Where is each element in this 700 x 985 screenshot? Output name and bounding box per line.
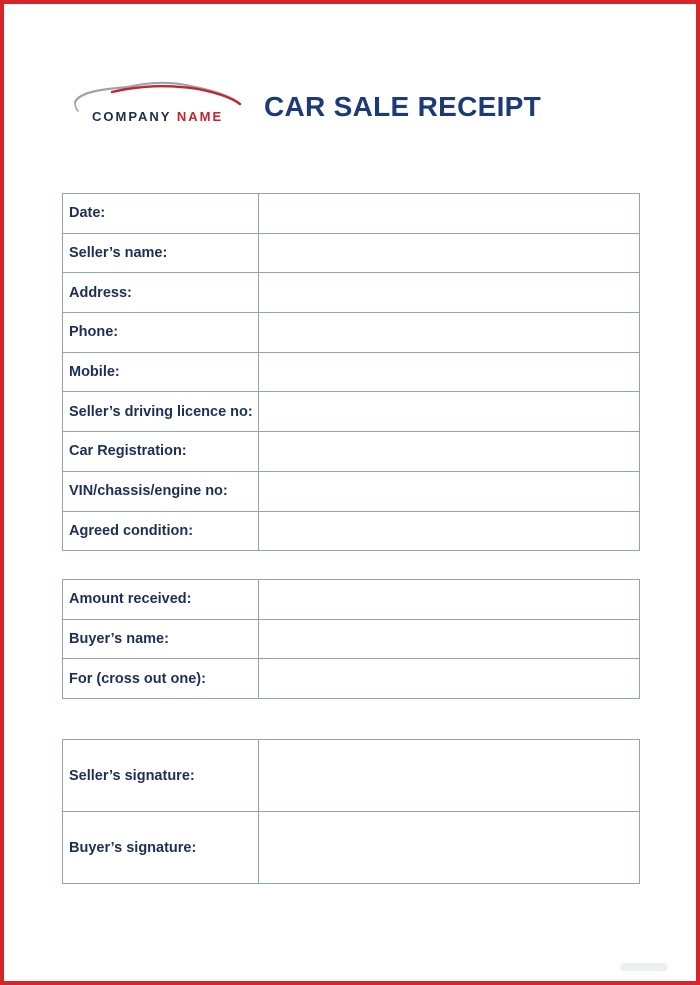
field-buyers-name[interactable] [259,619,640,659]
field-date[interactable] [259,194,640,234]
field-sellers-name[interactable] [259,233,640,273]
page-title: CAR SALE RECEIPT [264,91,542,122]
signature-table [62,739,640,884]
table-row [63,392,640,432]
table-row [63,580,640,620]
row-label-buyers-name: Buyer’s name: [63,619,259,659]
field-mobile[interactable] [259,352,640,392]
table-row [63,432,640,472]
row-label-driving-licence: Seller’s driving licence no: [63,392,259,432]
row-label-car-registration: Car Registration: [63,432,259,472]
field-address[interactable] [259,273,640,313]
table-row [63,812,640,884]
table-row [63,619,640,659]
table-row [63,471,640,511]
row-label-for-cross-out: For (cross out one): [63,659,259,699]
payment-details-table [62,579,640,699]
field-phone[interactable] [259,313,640,353]
table-row [63,659,640,699]
row-label-sellers-signature: Seller’s signature: [63,740,259,812]
field-car-registration[interactable] [259,432,640,472]
table-row [63,352,640,392]
field-driving-licence[interactable] [259,392,640,432]
watermark-badge [620,963,668,971]
company-name-part2: NAME [176,109,224,124]
seller-details-table [62,193,640,551]
row-label-phone: Phone: [63,313,259,353]
field-for-cross-out[interactable] [259,659,640,699]
table-row [63,511,640,551]
company-name-part1: COMPANY [92,109,172,124]
field-sellers-signature[interactable] [259,740,640,812]
table-row [63,313,640,353]
row-label-amount-received: Amount received: [63,580,259,620]
row-label-mobile: Mobile: [63,352,259,392]
table-row [63,740,640,812]
row-label-agreed-condition: Agreed condition: [63,511,259,551]
company-logo [72,76,244,132]
field-amount-received[interactable] [259,580,640,620]
table-row [63,194,640,234]
row-label-buyers-signature: Buyer’s signature: [63,812,259,884]
row-label-address: Address: [63,273,259,313]
row-label-vin: VIN/chassis/engine no: [63,471,259,511]
table-row [63,233,640,273]
field-vin[interactable] [259,471,640,511]
table-row [63,273,640,313]
row-label-sellers-name: Seller’s name: [63,233,259,273]
row-label-date: Date: [63,194,259,234]
company-name [92,109,223,124]
field-buyers-signature[interactable] [259,812,640,884]
field-agreed-condition[interactable] [259,511,640,551]
